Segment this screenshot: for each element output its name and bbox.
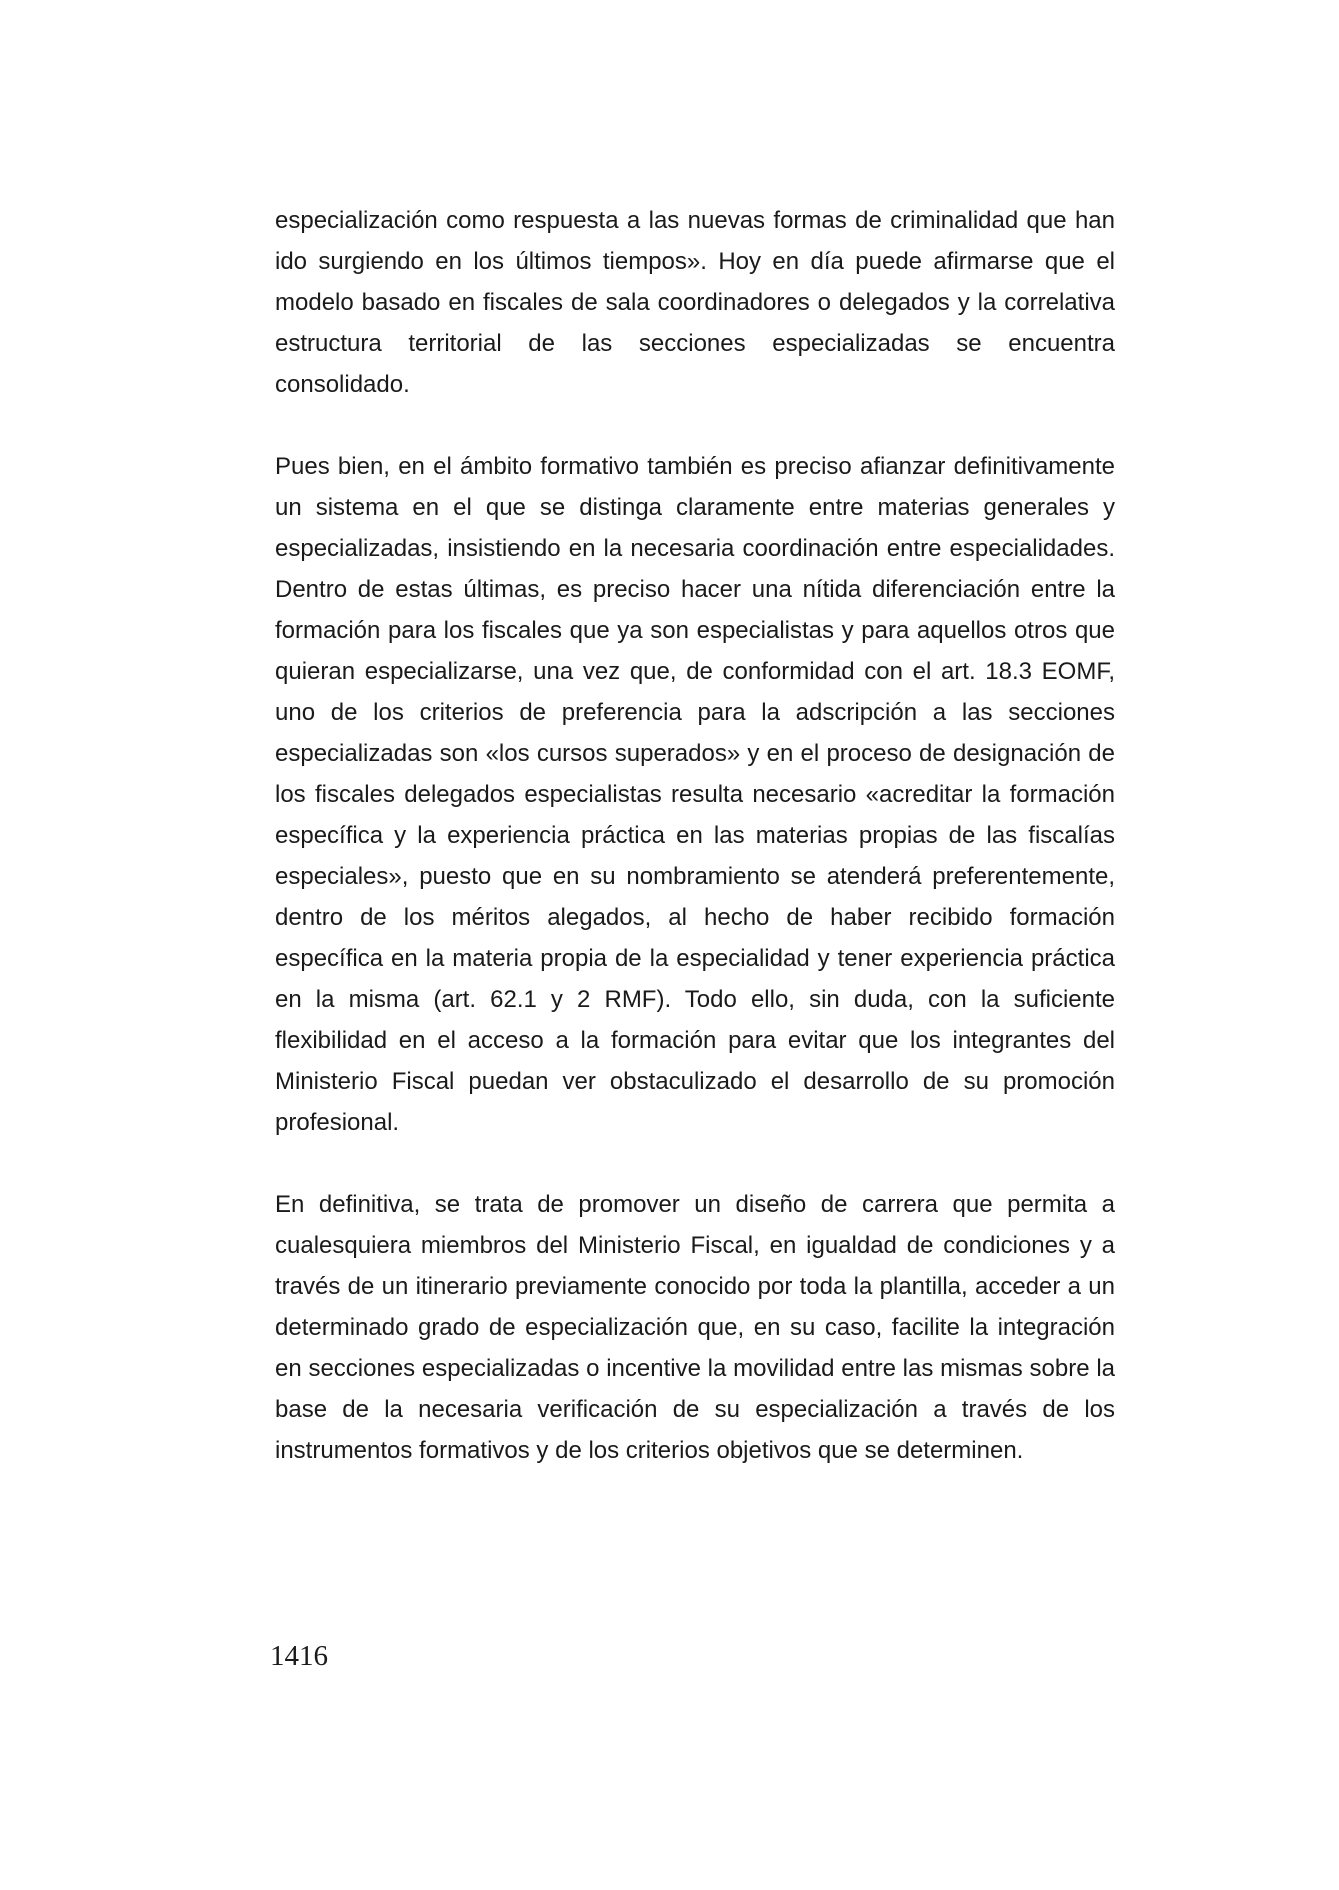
paragraph-3: En definitiva, se trata de promover un diseño de carrera que permita a cualesquiera miembros del Ministerio Fiscal, en igualdad de condiciones y a través de un itinerario previamente conocido por toda la plantilla, acceder a un determinado grado de especialización que, en su caso, facilite la integración en secciones especializadas o incentive la movilidad entre las mismas sobre la base de la necesaria verificación de su especialización a través de los instrumentos formativos y de los criterios objetivos que se determinen. bbox=[275, 1191, 1115, 1464]
paragraph-1: especialización como respuesta a las nuevas formas de criminalidad que han ido surgiendo en los últimos tiempos». Hoy en día puede afirmarse que el modelo basado en fiscales de sala coordinadores o delegados y la correlativa estructura territorial de las secciones especializadas se encuentra consolidado. bbox=[275, 207, 1115, 398]
page-number: 1416 bbox=[270, 1640, 328, 1672]
paragraph-2: Pues bien, en el ámbito formativo también es preciso afianzar definitivamente un sistema en el que se distinga claramente entre materias generales y especializadas, insistiendo en la necesaria coordinación entre especialidades. Dentro de estas últimas, es preciso hacer una nítida diferenciación entre la formación para los fiscales que ya son especialistas y para aquellos otros que quieran especializarse, una vez que, de conformidad con el art. 18.3 EOMF, uno de los criterios de preferencia para la adscripción a las secciones especializadas son «los cursos superados» y en el proceso de designación de los fiscales delegados especialistas resulta necesario «acreditar la formación específica y la experiencia práctica en las materias propias de las fiscalías especiales», puesto que en su nombramiento se atenderá preferentemente, dentro de los méritos alegados, al hecho de haber recibido formación específica en la materia propia de la especialidad y tener experiencia práctica en la misma (art. 62.1 y 2 RMF). Todo ello, sin duda, con la suficiente flexibilidad en el acceso a la formación para evitar que los integrantes del Ministerio Fiscal puedan ver obstaculizado el desarrollo de su promoción profesional. bbox=[275, 453, 1115, 1136]
body-text bbox=[275, 200, 1115, 1471]
